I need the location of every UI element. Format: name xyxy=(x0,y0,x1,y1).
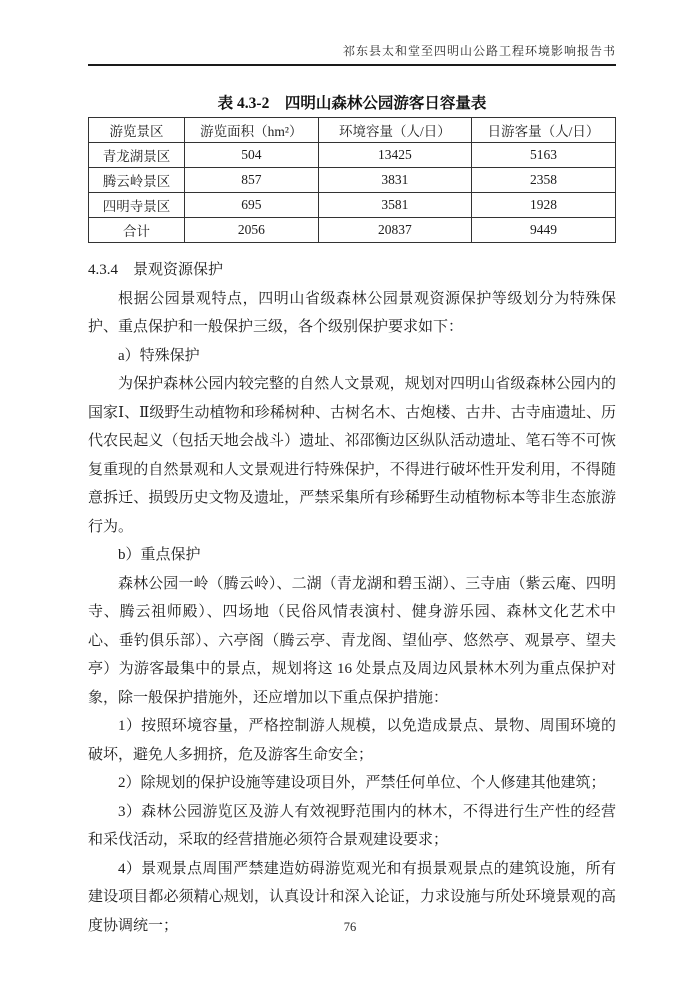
paragraph: 1）按照环境容量，严格控制游人规模，以免造成景点、景物、周围环境的破坏，避免人多拥挤，危及游客生命安全； xyxy=(88,718,616,763)
page-number: 76 xyxy=(343,920,357,934)
visitor-capacity-table xyxy=(88,117,616,243)
paragraph: b）重点保护 xyxy=(118,547,201,563)
paragraph: 根据公园景观特点，四明山省级森林公园景观资源保护等级划分为特殊保护、重点保护和一般保护三级，各个级别保护要求如下： xyxy=(88,290,616,335)
table-header-row xyxy=(89,118,616,143)
paragraph: 2）除规划的保护设施等建设项目外，严禁任何单位、个人修建其他建筑； xyxy=(118,775,606,791)
paragraph: 森林公园一岭（腾云岭）、二湖（青龙湖和碧玉湖）、三寺庙（紫云庵、四明寺、腾云祖师殿）、四场地（民俗风情表演村、健身游乐园、森林文化艺术中心、垂钓俱乐部）、六亭阁（腾云亭、青龙阁、望仙亭、悠然亭、观景亭、望夫亭）为游客最集中的景点，规划将这 16 处景点及周边风景林木列为重点保护对象，除一般保护措施外，还应增加以下重点保护措施： xyxy=(88,575,616,706)
table-cell: 20837 xyxy=(318,218,471,243)
paragraph: 3）森林公园游览区及游人有效视野范围内的林木，不得进行生产性的经营和采伐活动，采取的经营措施必须符合景观建设要求； xyxy=(88,803,616,848)
table-column-header: 环境容量（人/日） xyxy=(318,118,471,143)
table-cell: 2358 xyxy=(472,168,616,193)
paragraph: 为保护森林公园内较完整的自然人文景观，规划对四明山省级森林公园内的国家Ⅰ、Ⅱ级野生动植物和珍稀树种、古树名木、古炮楼、古井、古寺庙遗址、历代农民起义（包括天地会战斗）遗址、祁邵衡边区纵队活动遗址、笔石等不可恢复重现的自然景观和人文景观进行特殊保护，不得进行破坏性开发利用，不得随意拆迁、损毁历史文物及遗址，严禁采集所有珍稀野生动植物标本等非生态旅游行为。 xyxy=(88,376,616,535)
table-cell: 695 xyxy=(184,193,318,218)
table-cell: 腾云岭景区 xyxy=(89,168,185,193)
table-cell: 3831 xyxy=(318,168,471,193)
table-column-header: 游览景区 xyxy=(89,118,185,143)
table-cell: 5163 xyxy=(472,143,616,168)
section-content xyxy=(88,256,616,940)
paragraph: a）特殊保护 xyxy=(118,347,200,364)
table-cell: 3581 xyxy=(318,193,471,218)
running-header: 祁东县太和堂至四明山公路工程环境影响报告书 xyxy=(88,42,616,66)
table-cell: 9449 xyxy=(472,218,616,243)
section-paragraphs xyxy=(88,285,616,941)
table-row xyxy=(89,193,616,218)
table-cell: 合计 xyxy=(89,218,185,243)
table-cell: 四明寺景区 xyxy=(89,193,185,218)
section-heading: 4.3.4 景观资源保护 xyxy=(88,262,224,278)
table-cell: 青龙湖景区 xyxy=(89,143,185,168)
paragraph: 4）景观景点周围严禁建造妨碍游览观光和有损景观景点的建筑设施，所有建设项目都必须精心规划，认真设计和深入论证，力求设施与所处环境景观的高度协调统一； xyxy=(88,860,616,934)
table-row xyxy=(89,218,616,243)
table-cell: 1928 xyxy=(472,193,616,218)
table-cell: 504 xyxy=(184,143,318,168)
table-row xyxy=(89,143,616,168)
table-row xyxy=(89,168,616,193)
table-column-header: 游览面积（hm²） xyxy=(184,118,318,143)
capacity-table-body xyxy=(89,143,616,243)
table-cell: 13425 xyxy=(318,143,471,168)
table-cell: 857 xyxy=(184,168,318,193)
table-caption: 表 4.3-2 四明山森林公园游客日容量表 xyxy=(217,95,487,112)
table-cell: 2056 xyxy=(184,218,318,243)
table-column-header: 日游客量（人/日） xyxy=(472,118,616,143)
